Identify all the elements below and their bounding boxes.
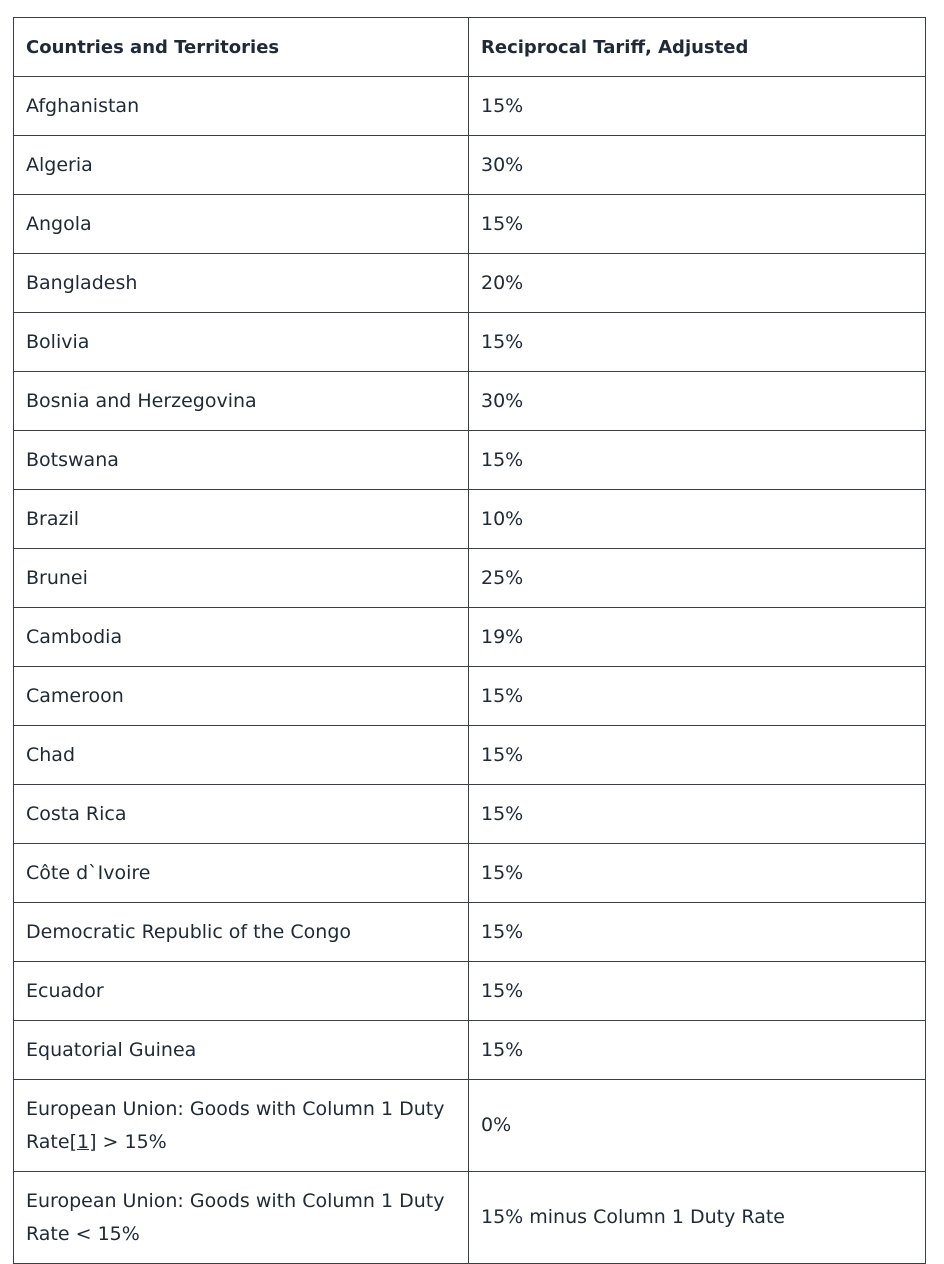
tariff-cell: 10% bbox=[469, 490, 926, 549]
table-row bbox=[14, 254, 926, 313]
country-cell: Algeria bbox=[14, 136, 469, 195]
table-row bbox=[14, 667, 926, 726]
country-cell: Democratic Republic of the Congo bbox=[14, 903, 469, 962]
country-cell: Ecuador bbox=[14, 962, 469, 1021]
tariff-cell: 15% bbox=[469, 667, 926, 726]
table-row bbox=[14, 1021, 926, 1080]
tariff-cell: 19% bbox=[469, 608, 926, 667]
eu-country-prefix: European Union: Goods with Column 1 Duty Rate bbox=[26, 1097, 445, 1153]
tariff-cell: 15% bbox=[469, 903, 926, 962]
table-row bbox=[14, 903, 926, 962]
tariff-cell: 15% bbox=[469, 1021, 926, 1080]
country-cell: Bosnia and Herzegovina bbox=[14, 372, 469, 431]
table-row bbox=[14, 726, 926, 785]
tariff-cell: 0% bbox=[469, 1080, 926, 1172]
country-cell: Brazil bbox=[14, 490, 469, 549]
tariff-cell: 15% bbox=[469, 313, 926, 372]
table-row-eu-high bbox=[14, 1080, 926, 1172]
table-row bbox=[14, 313, 926, 372]
tariff-cell: 15% bbox=[469, 962, 926, 1021]
tariff-cell: 15% bbox=[469, 195, 926, 254]
country-cell: Costa Rica bbox=[14, 785, 469, 844]
table-row bbox=[14, 608, 926, 667]
tariff-cell: 15% bbox=[469, 431, 926, 490]
footnote-link[interactable]: [1] bbox=[69, 1130, 97, 1153]
country-cell: Brunei bbox=[14, 549, 469, 608]
table-body bbox=[14, 77, 926, 1264]
tariff-cell: 30% bbox=[469, 136, 926, 195]
country-cell: Bangladesh bbox=[14, 254, 469, 313]
tariff-cell: 25% bbox=[469, 549, 926, 608]
table-row bbox=[14, 77, 926, 136]
country-cell: Cambodia bbox=[14, 608, 469, 667]
country-cell: Afghanistan bbox=[14, 77, 469, 136]
header-countries: Countries and Territories bbox=[14, 18, 469, 77]
country-cell: Cameroon bbox=[14, 667, 469, 726]
table-row bbox=[14, 844, 926, 903]
table-row bbox=[14, 195, 926, 254]
country-cell: Bolivia bbox=[14, 313, 469, 372]
country-cell: Côte d`Ivoire bbox=[14, 844, 469, 903]
table-row bbox=[14, 372, 926, 431]
table-row-eu-low bbox=[14, 1172, 926, 1264]
table-row bbox=[14, 785, 926, 844]
tariff-cell: 15% minus Column 1 Duty Rate bbox=[469, 1172, 926, 1264]
tariff-cell: 30% bbox=[469, 372, 926, 431]
tariff-cell: 15% bbox=[469, 785, 926, 844]
eu-country-suffix: > 15% bbox=[96, 1130, 167, 1153]
country-cell bbox=[14, 1080, 469, 1172]
tariff-table-container bbox=[13, 17, 925, 1264]
country-cell: Chad bbox=[14, 726, 469, 785]
header-tariff: Reciprocal Tariff, Adjusted bbox=[469, 18, 926, 77]
country-cell: Angola bbox=[14, 195, 469, 254]
table-row bbox=[14, 490, 926, 549]
tariff-cell: 15% bbox=[469, 726, 926, 785]
table-row bbox=[14, 962, 926, 1021]
tariff-table bbox=[13, 17, 926, 1264]
tariff-cell: 15% bbox=[469, 844, 926, 903]
country-cell: Equatorial Guinea bbox=[14, 1021, 469, 1080]
table-header-row bbox=[14, 18, 926, 77]
table-row bbox=[14, 431, 926, 490]
tariff-cell: 20% bbox=[469, 254, 926, 313]
country-cell: Botswana bbox=[14, 431, 469, 490]
tariff-cell: 15% bbox=[469, 77, 926, 136]
table-row bbox=[14, 549, 926, 608]
country-cell: European Union: Goods with Column 1 Duty Rate < 15% bbox=[14, 1172, 469, 1264]
table-row bbox=[14, 136, 926, 195]
